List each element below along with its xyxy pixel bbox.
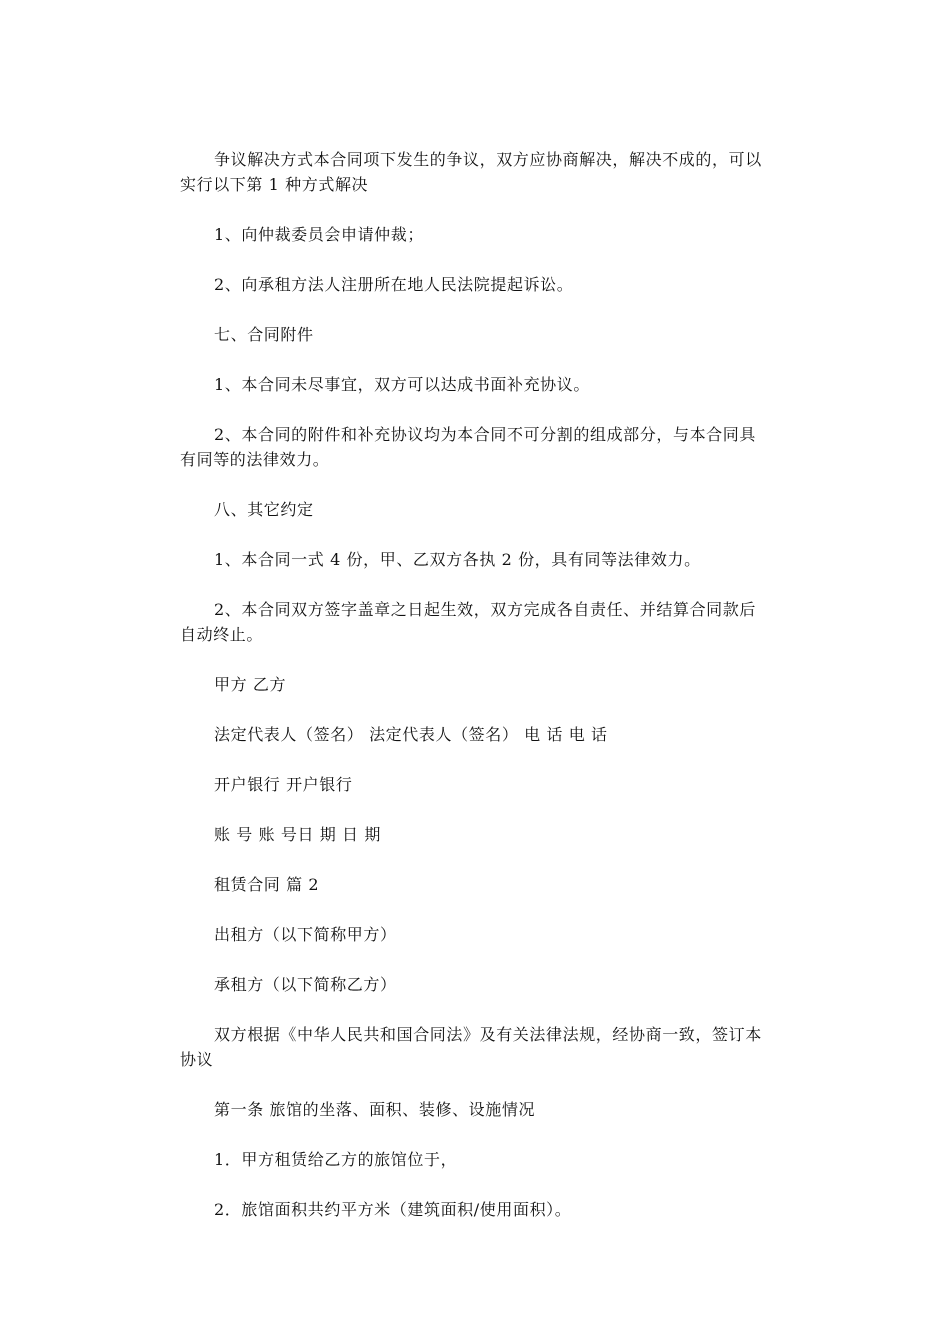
text-line: 协议 — [180, 1050, 214, 1069]
text-line: 2、本合同的附件和补充协议均为本合同不可分割的组成部分，与本合同具 — [214, 425, 756, 444]
text-line: 2、本合同双方签字盖章之日起生效，双方完成各自责任、并结算合同款后 — [214, 600, 756, 619]
party-lessor: 出租方（以下简称甲方） — [214, 925, 397, 944]
signature-bank: 开户银行 开户银行 — [214, 775, 353, 794]
article-1-item-1: 1．甲方租赁给乙方的旅馆位于， — [214, 1150, 458, 1169]
document-body — [180, 147, 770, 1247]
section-title-lease-contract-2: 租赁合同 篇 2 — [214, 875, 320, 894]
text-line: 争议解决方式本合同项下发生的争议，双方应协商解决，解决不成的，可以 — [214, 150, 762, 169]
text-line: 实行以下第 1 种方式解决 — [180, 175, 369, 194]
article-1-heading: 第一条 旅馆的坐落、面积、装修、设施情况 — [214, 1100, 536, 1119]
text-line: 双方根据《中华人民共和国合同法》及有关法律法规，经协商一致，签订本 — [214, 1025, 762, 1044]
text-line: 有同等的法律效力。 — [180, 450, 330, 469]
signature-parties: 甲方 乙方 — [214, 675, 287, 694]
paragraph-dispute-resolution — [180, 147, 770, 197]
section-heading-attachments: 七、合同附件 — [214, 325, 314, 344]
signature-account-date: 账 号 账 号日 期 日 期 — [214, 825, 381, 844]
paragraph-agreement-basis — [180, 1022, 770, 1072]
paragraph-effective-date — [180, 597, 770, 647]
paragraph-supplement: 1、本合同未尽事宜，双方可以达成书面补充协议。 — [214, 375, 590, 394]
paragraph-attachments-effect — [180, 422, 770, 472]
party-lessee: 承租方（以下简称乙方） — [214, 975, 397, 994]
paragraph-copies: 1、本合同一式 4 份，甲、乙双方各执 2 份，具有同等法律效力。 — [214, 550, 701, 569]
article-1-item-2: 2．旅馆面积共约平方米（建筑面积/使用面积）。 — [214, 1200, 572, 1219]
signature-representatives: 法定代表人（签名） 法定代表人（签名） 电 话 电 话 — [214, 725, 608, 744]
text-line: 自动终止。 — [180, 625, 264, 644]
section-heading-other-terms: 八、其它约定 — [214, 500, 314, 519]
paragraph-arbitration: 1、向仲裁委员会申请仲裁； — [214, 225, 424, 244]
paragraph-litigation: 2、向承租方法人注册所在地人民法院提起诉讼。 — [214, 275, 574, 294]
